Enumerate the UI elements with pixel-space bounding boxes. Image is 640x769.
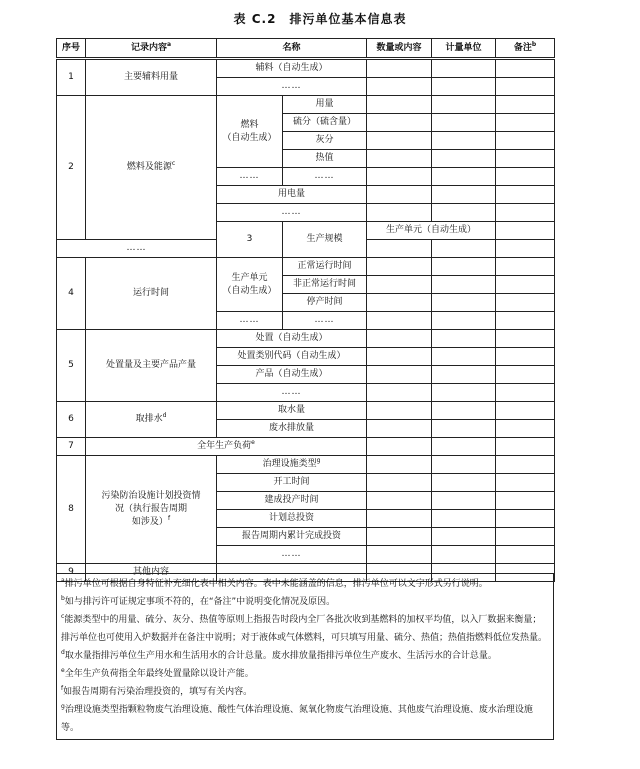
- name-cell: ……: [217, 384, 367, 402]
- row-content: 全年生产负荷$^e$: [86, 438, 367, 456]
- name-cell: 正常运行时间: [283, 258, 367, 276]
- row-seq: 8: [57, 456, 86, 564]
- row-seq: 7: [57, 438, 86, 456]
- name-cell: ……: [283, 168, 367, 186]
- row-content: 处置量及主要产品产量: [86, 330, 217, 402]
- row-content: 运行时间: [86, 258, 217, 330]
- unit-cell[interactable]: [432, 132, 496, 150]
- unit-cell[interactable]: [432, 150, 496, 168]
- qty-cell[interactable]: [367, 348, 432, 366]
- unit-cell[interactable]: [432, 492, 496, 510]
- remark-cell[interactable]: [496, 492, 555, 510]
- qty-cell[interactable]: [367, 420, 432, 438]
- qty-cell[interactable]: [367, 312, 432, 330]
- unit-name-cell: 生产单元 （自动生成）: [217, 258, 283, 312]
- name-cell: 热值: [283, 150, 367, 168]
- row-seq: 2: [57, 96, 86, 240]
- name-cell: 报告周期内累计完成投资: [217, 528, 367, 546]
- name-cell: ……: [217, 204, 367, 222]
- row-content: 主要辅料用量: [86, 59, 217, 96]
- qty-cell[interactable]: [367, 330, 432, 348]
- remark-cell[interactable]: [496, 384, 555, 402]
- footnote-c: $^c$能源类型中的用量、硫分、灰分、热值等原则上指报告时段内全厂各批次收到基燃料的加权平均值，以入厂数据来衡量；排污单位也可使用入炉数据并在备注中说明；对于液体或气体燃料，可只填写用量、硫分、热值；热值指燃料低位发热量。: [61, 613, 548, 643]
- row-content: 其他内容: [86, 564, 217, 582]
- name-cell: 用量: [283, 96, 367, 114]
- footnote-e: $^e$全年生产负荷指全年最终处置量除以设计产能。: [61, 667, 254, 679]
- unit-cell[interactable]: [432, 420, 496, 438]
- row-seq: 5: [57, 330, 86, 402]
- footnote-a: $^a$排污单位可根据自身特征补充细化表中相关内容。表中未能涵盖的信息，排污单位可以文字形式另行说明。: [61, 577, 488, 589]
- unit-cell[interactable]: [432, 258, 496, 276]
- unit-cell[interactable]: [432, 186, 496, 204]
- remark-cell[interactable]: [496, 510, 555, 528]
- remark-cell[interactable]: [496, 96, 555, 114]
- row-seq: 1: [57, 59, 86, 96]
- qty-cell[interactable]: [367, 240, 432, 258]
- remark-cell[interactable]: [496, 528, 555, 546]
- unit-cell[interactable]: [432, 330, 496, 348]
- header-seq: 序号: [57, 39, 86, 59]
- unit-cell[interactable]: [432, 294, 496, 312]
- header-qty: 数量或内容: [367, 39, 432, 59]
- name-cell: 计划总投资: [217, 510, 367, 528]
- name-cell: ……: [57, 240, 217, 258]
- remark-cell[interactable]: [496, 438, 555, 456]
- name-cell: ……: [217, 312, 283, 330]
- unit-cell[interactable]: [432, 438, 496, 456]
- qty-cell[interactable]: [367, 546, 432, 564]
- name-cell: 硫分（硫含量）: [283, 114, 367, 132]
- qty-cell[interactable]: [367, 258, 432, 276]
- table-row: [57, 402, 555, 420]
- unit-cell[interactable]: [432, 402, 496, 420]
- remark-cell[interactable]: [496, 240, 555, 258]
- remark-cell[interactable]: [496, 348, 555, 366]
- qty-cell[interactable]: [367, 402, 432, 420]
- unit-cell[interactable]: [432, 168, 496, 186]
- unit-cell[interactable]: [432, 546, 496, 564]
- qty-cell[interactable]: [367, 528, 432, 546]
- qty-cell[interactable]: [367, 78, 432, 96]
- unit-cell[interactable]: [432, 204, 496, 222]
- header-remark: 备注$^b$: [496, 39, 555, 59]
- table-row: [57, 438, 555, 456]
- name-cell: 取水量: [217, 402, 367, 420]
- row-seq: 9: [57, 564, 86, 582]
- qty-cell[interactable]: [367, 59, 432, 78]
- qty-cell[interactable]: [367, 204, 432, 222]
- qty-cell[interactable]: [367, 510, 432, 528]
- remark-cell[interactable]: [496, 420, 555, 438]
- qty-cell[interactable]: [367, 384, 432, 402]
- qty-cell[interactable]: [367, 366, 432, 384]
- header-name: 名称: [217, 39, 367, 59]
- name-cell: 处置类别代码（自动生成）: [217, 348, 367, 366]
- table-row: [57, 330, 555, 348]
- row-content: 生产规模: [283, 222, 367, 258]
- table-row: [57, 96, 555, 114]
- qty-cell[interactable]: [367, 276, 432, 294]
- remark-cell[interactable]: [496, 168, 555, 186]
- name-cell: 建成投产时间: [217, 492, 367, 510]
- name-cell: 停产时间: [283, 294, 367, 312]
- remark-cell[interactable]: [496, 294, 555, 312]
- unit-cell[interactable]: [432, 96, 496, 114]
- table-row: [57, 258, 555, 276]
- name-cell: 生产单元（自动生成）: [367, 222, 496, 240]
- remark-cell[interactable]: [496, 258, 555, 276]
- qty-cell[interactable]: [367, 114, 432, 132]
- remark-cell[interactable]: [496, 474, 555, 492]
- qty-cell[interactable]: [496, 222, 555, 240]
- remark-cell[interactable]: [496, 132, 555, 150]
- qty-cell[interactable]: [367, 456, 432, 474]
- qty-cell[interactable]: [367, 294, 432, 312]
- row-content: 燃料及能源$^c$: [86, 96, 217, 240]
- table-title: 表 C.2 排污单位基本信息表: [233, 12, 407, 26]
- basic-info-table: [56, 38, 555, 582]
- unit-cell[interactable]: [432, 59, 496, 78]
- unit-cell[interactable]: [432, 312, 496, 330]
- unit-cell[interactable]: [432, 366, 496, 384]
- name-cell: 用电量: [217, 186, 367, 204]
- footnote-f: $^f$如报告周期有污染治理投资的，填写有关内容。: [61, 685, 253, 697]
- row-seq: 4: [57, 258, 86, 330]
- row-content: 污染防治设施计划投资情 况（执行报告周期 如涉及）$^f$: [86, 456, 217, 564]
- fuel-cell: 燃料 （自动生成）: [217, 96, 283, 168]
- remark-cell[interactable]: [496, 276, 555, 294]
- header-content: 记录内容$^a$: [86, 39, 217, 59]
- remark-cell[interactable]: [496, 330, 555, 348]
- qty-cell[interactable]: [367, 168, 432, 186]
- qty-cell[interactable]: [367, 186, 432, 204]
- remark-cell[interactable]: [496, 150, 555, 168]
- footnotes: [56, 573, 554, 740]
- unit-cell[interactable]: [432, 510, 496, 528]
- unit-cell[interactable]: [432, 348, 496, 366]
- qty-cell[interactable]: [367, 438, 432, 456]
- header-row: [57, 39, 555, 59]
- unit-cell[interactable]: [432, 114, 496, 132]
- row-content: 取排水$^d$: [86, 402, 217, 438]
- unit-cell[interactable]: [432, 276, 496, 294]
- qty-cell[interactable]: [367, 492, 432, 510]
- name-cell: ……: [217, 546, 367, 564]
- name-cell: ……: [217, 168, 283, 186]
- footnote-g: $^g$治理设施类型指颗粒物废气治理设施、酸性气体治理设施、氮氧化物废气治理设施、其他废气治理设施、废水治理设施等。: [61, 703, 533, 733]
- footnote-d: $^d$取水量指排污单位生产用水和生活用水的合计总量。废水排放量指排污单位生产废水、生活污水的合计总量。: [61, 649, 497, 661]
- name-cell: ……: [283, 312, 367, 330]
- remark-cell[interactable]: [496, 402, 555, 420]
- unit-cell[interactable]: [432, 474, 496, 492]
- unit-cell[interactable]: [432, 384, 496, 402]
- header-unit: 计量单位: [432, 39, 496, 59]
- remark-cell[interactable]: [496, 366, 555, 384]
- row-seq: 3: [217, 222, 283, 258]
- name-cell: 辅料（自动生成）: [217, 59, 367, 78]
- qty-cell[interactable]: [367, 150, 432, 168]
- table-row: [57, 59, 555, 78]
- name-cell: 灰分: [283, 132, 367, 150]
- name-cell: 治理设施类型$^g$: [217, 456, 367, 474]
- remark-cell[interactable]: [496, 59, 555, 78]
- name-cell: 产品（自动生成）: [217, 366, 367, 384]
- remark-cell[interactable]: [496, 456, 555, 474]
- unit-cell[interactable]: [432, 528, 496, 546]
- remark-cell[interactable]: [496, 114, 555, 132]
- unit-cell[interactable]: [432, 240, 496, 258]
- footnote-b: $^b$如与排污许可证规定事项不符的，在“备注”中说明变化情况及原因。: [61, 595, 336, 607]
- name-cell: 开工时间: [217, 474, 367, 492]
- unit-cell[interactable]: [432, 78, 496, 96]
- name-cell: ……: [217, 78, 367, 96]
- name-cell: 处置（自动生成）: [217, 330, 367, 348]
- qty-cell[interactable]: [367, 96, 432, 114]
- unit-cell[interactable]: [432, 456, 496, 474]
- row-seq: 6: [57, 402, 86, 438]
- remark-cell[interactable]: [496, 204, 555, 222]
- remark-cell[interactable]: [496, 312, 555, 330]
- remark-cell[interactable]: [496, 546, 555, 564]
- remark-cell[interactable]: [496, 186, 555, 204]
- name-cell: 废水排放量: [217, 420, 367, 438]
- remark-cell[interactable]: [496, 78, 555, 96]
- qty-cell[interactable]: [367, 132, 432, 150]
- qty-cell[interactable]: [367, 474, 432, 492]
- table-row: [57, 456, 555, 474]
- name-cell: 非正常运行时间: [283, 276, 367, 294]
